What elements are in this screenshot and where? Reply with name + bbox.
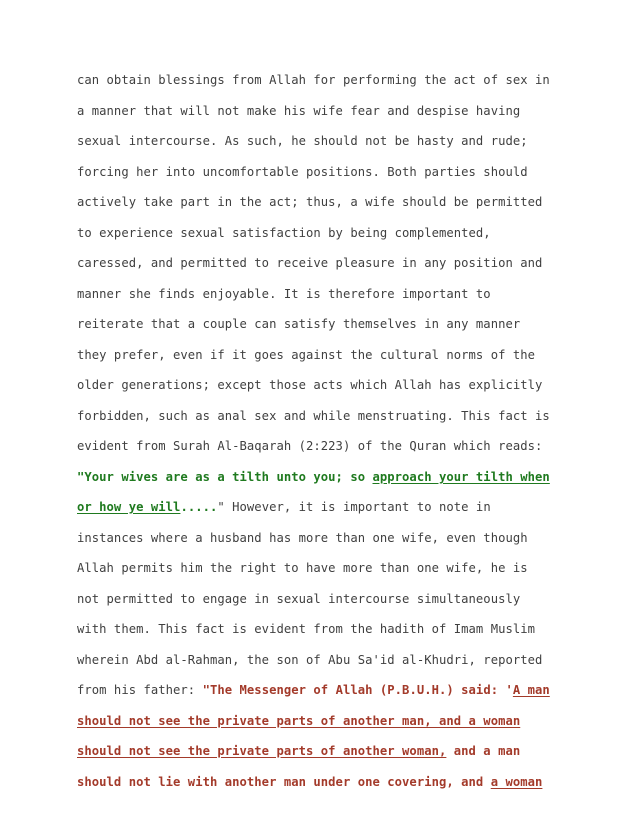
hadith-quote-underlined: A man	[512, 683, 550, 697]
text-line: wherein Abd al-Rahman, the son of Abu Sa'id al-Khudri, reported	[77, 653, 543, 667]
text-line: actively take part in the act; thus, a wife should be permitted	[77, 195, 543, 209]
text-line: caressed, and permitted to receive pleasure in any position and	[77, 256, 543, 270]
text-line: evident from Surah Al-Baqarah (2:223) of the Quran which reads:	[77, 439, 543, 453]
text-line: can obtain blessings from Allah for performing the act of sex in	[77, 73, 550, 87]
hadith-quote-text: and a man	[446, 744, 521, 758]
quran-quote-ellipsis: .....	[180, 500, 218, 514]
text-line: instances where a husband has more than one wife, even though	[77, 531, 528, 545]
text-line: forcing her into uncomfortable positions. Both parties should	[77, 165, 528, 179]
text-line: a manner that will not make his wife fear and despise having	[77, 104, 521, 118]
text-line: manner she finds enjoyable. It is therefore important to	[77, 287, 491, 301]
hadith-quote-underlined: should not see the private parts of another man, and a woman	[77, 714, 521, 728]
hadith-quote-line	[77, 774, 542, 790]
text-line: not permitted to engage in sexual intercourse simultaneously	[77, 592, 521, 606]
text-span: from his father:	[77, 683, 203, 697]
quran-quote-underlined: or how ye will	[77, 500, 181, 514]
hadith-quote-line	[77, 682, 550, 698]
text-line: to experience sexual satisfaction by being complemented,	[77, 226, 491, 240]
quran-quote-line	[77, 469, 550, 485]
text-line: forbidden, such as anal sex and while menstruating. This fact is	[77, 409, 550, 423]
text-span: " However, it is important to note in	[217, 500, 491, 514]
hadith-quote-underlined: a woman	[490, 775, 543, 789]
text-line: Allah permits him the right to have more than one wife, he is	[77, 561, 528, 575]
text-line: with them. This fact is evident from the hadith of Imam Muslim	[77, 622, 536, 636]
quran-quote-line	[77, 499, 491, 515]
hadith-quote-line	[77, 713, 520, 729]
text-line: sexual intercourse. As such, he should not be hasty and rude;	[77, 134, 528, 148]
quran-quote-text: "Your wives are as a tilth unto you; so	[77, 470, 373, 484]
text-line: they prefer, even if it goes against the cultural norms of the	[77, 348, 536, 362]
hadith-quote-text: should not lie with another man under one covering, and	[77, 775, 491, 789]
hadith-quote-underlined: should not see the private parts of another woman,	[77, 744, 447, 758]
text-line: older generations; except those acts which Allah has explicitly	[77, 378, 543, 392]
quran-quote-underlined: approach your tilth when	[372, 470, 550, 484]
text-line: reiterate that a couple can satisfy themselves in any manner	[77, 317, 521, 331]
hadith-quote-line	[77, 743, 520, 759]
hadith-quote-text: "The Messenger of Allah (P.B.U.H.) said: '	[202, 683, 513, 697]
